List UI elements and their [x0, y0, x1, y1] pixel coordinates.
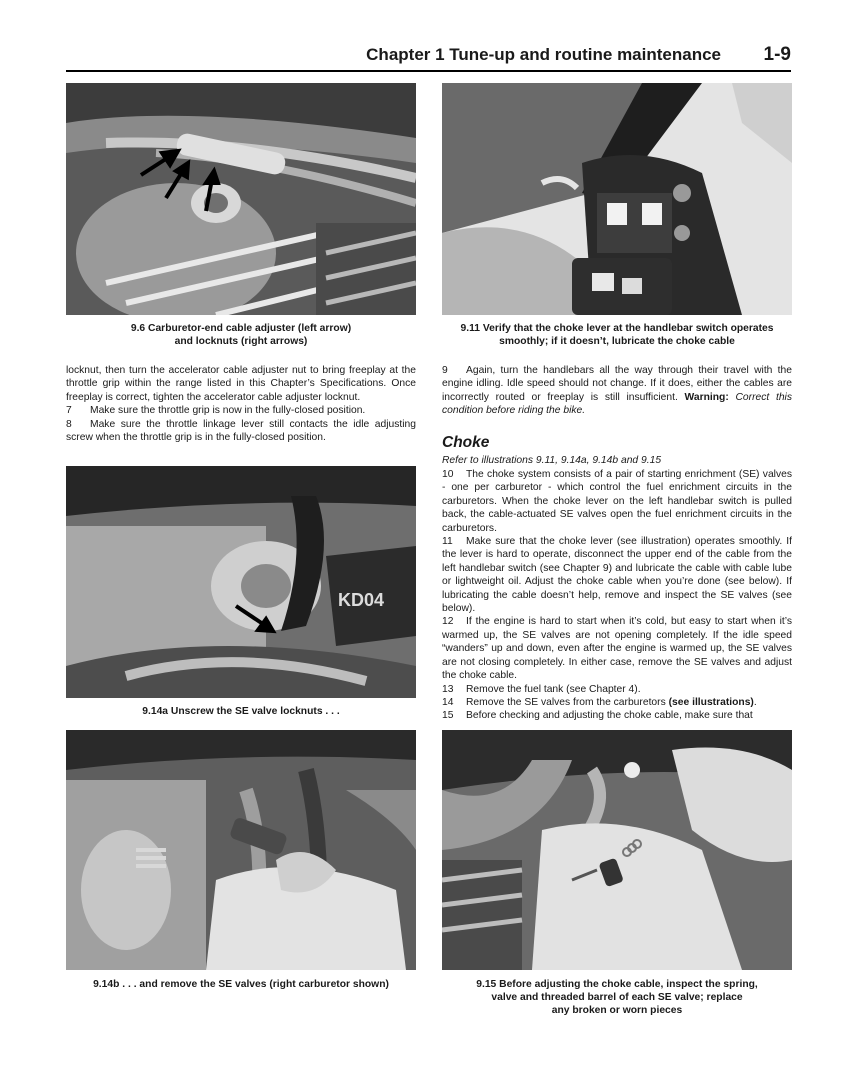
paragraph-13-text: Remove the fuel tank (see Chapter 4). — [466, 683, 641, 695]
paragraph-11-text: Make sure that the choke lever (see illustration) operates smoothly. If the lever is hard to operate, disconnect the upper end of the cable from the left handlebar switch (see Chapter 9) and lubricate the cable with cable lube or lightweight oil. Adjust the choke cable when you’re done (see below). If lubricating the cable doesn’t help, remove and inspect the SE valves (see below). — [442, 536, 792, 615]
paragraph-10-text: The choke system consists of a pair of starting enrichment (SE) valves - one per carburetor - which control the fuel enrichment circuits in the carburetors. When the choke lever on the left handlebar switch is pulled back, the cable-actuated SE valves open the fuel enrichment circuits in the carburetors. — [442, 469, 792, 534]
photo-9-11 — [442, 83, 792, 315]
photo-9-15-image — [442, 730, 792, 970]
right-column-paragraph-9 — [442, 364, 792, 418]
caption-9-15-line-1: 9.15 Before adjusting the choke cable, inspect the spring, — [476, 979, 758, 990]
caption-9-14a — [66, 705, 416, 718]
paragraph-14-end: . — [753, 696, 757, 708]
photo-9-14a-label: KD04 — [338, 590, 385, 610]
paragraph-9-number: 9 — [442, 365, 448, 376]
paragraph-15 — [442, 709, 792, 722]
paragraph-11 — [442, 535, 792, 615]
photo-9-6 — [66, 83, 416, 315]
paragraph-15-text: Before checking and adjusting the choke cable, make sure that — [466, 710, 753, 722]
warning-text: Correct this condition before riding the bike. — [442, 391, 792, 417]
photo-9-14a-image — [66, 466, 416, 698]
paragraph-7-text: Make sure the throttle grip is now in the fully-closed position. — [90, 405, 366, 417]
paragraph-14-number: 14 — [442, 696, 454, 708]
caption-9-6-line-2: and locknuts (right arrows) — [174, 336, 308, 347]
caption-9-15-line-2: valve and threaded barrel of each SE valve; replace — [491, 992, 743, 1003]
paragraph-12 — [442, 615, 792, 682]
caption-9-14b — [66, 978, 416, 991]
right-column-choke-text — [442, 468, 792, 723]
left-column-text — [66, 364, 416, 444]
caption-9-14b-line-1: 9.14b . . . and remove the SE valves (right carburetor shown) — [93, 979, 389, 990]
paragraph-15-number: 15 — [442, 710, 454, 722]
paragraph-continued: locknut, then turn the accelerator cable adjuster nut to bring freeplay at the throttle grip within the range listed in this Chapter’s Specifications. Once freeplay is correct, tighten the accelerator cable adjuster locknut. — [66, 365, 416, 403]
paragraph-8 — [66, 418, 416, 445]
paragraph-12-text: If the engine is hard to start when it’s cold, but easy to start when it’s warmed up, the SE valves are not opening completely. If the idle speed “wanders” up and down, even after the engine is warmed up, the SE valves are not closing completely. In either case, remove the SE valves and adjust the choke cable. — [442, 616, 792, 682]
paragraph-8-text: Make sure the throttle linkage lever still contacts the idle adjusting screw when the throttle grip is in the fully-closed position. — [66, 418, 416, 444]
photo-9-11-image — [442, 83, 792, 315]
paragraph-12-number: 12 — [442, 616, 454, 628]
caption-9-11-line-2: smoothly; if it doesn’t, lubricate the choke cable — [499, 336, 735, 347]
photo-9-6-image — [66, 83, 416, 315]
paragraph-7 — [66, 404, 416, 417]
photo-9-15 — [442, 730, 792, 970]
paragraph-9 — [442, 364, 792, 418]
chapter-title: Chapter 1 Tune-up and routine maintenance — [366, 45, 721, 64]
warning-label: Warning: — [684, 391, 729, 403]
paragraph-10 — [442, 468, 792, 535]
paragraph-8-number: 8 — [66, 418, 72, 430]
photo-9-14b-image — [66, 730, 416, 970]
paragraph-13-number: 13 — [442, 683, 454, 695]
paragraph-10-number: 10 — [442, 469, 454, 480]
page-number: 1-9 — [763, 44, 791, 65]
caption-9-15-line-3: any broken or worn pieces — [551, 1005, 683, 1016]
caption-9-11 — [442, 322, 792, 348]
photo-9-14a — [66, 466, 416, 698]
caption-9-11-line-1: 9.11 Verify that the choke lever at the handlebar switch operates — [460, 323, 774, 334]
paragraph-14-text: Remove the SE valves from the carburetors — [466, 696, 666, 708]
section-reference: Refer to illustrations 9.11, 9.14a, 9.14b and 9.15 — [442, 455, 662, 466]
paragraph-7-number: 7 — [66, 405, 72, 417]
caption-9-15 — [442, 978, 792, 1017]
paragraph-13 — [442, 683, 792, 696]
section-heading-choke: Choke — [442, 434, 490, 451]
page-header — [66, 44, 791, 72]
photo-9-14b — [66, 730, 416, 970]
caption-9-6 — [66, 322, 416, 348]
paragraph-9-text: Again, turn the handlebars all the way through their travel with the engine idling. Idle speed should not change. If it does, either the cables are incorrectly routed or freeplay is still insufficient. — [442, 365, 792, 403]
paragraph-11-number: 11 — [442, 536, 453, 548]
caption-9-6-line-1: 9.6 Carburetor-end cable adjuster (left arrow) — [130, 323, 352, 334]
paragraph-14 — [442, 696, 792, 709]
caption-9-14a-line-1: 9.14a Unscrew the SE valve locknuts . . . — [142, 706, 340, 717]
paragraph-14-bold: (see illustrations) — [668, 696, 754, 708]
